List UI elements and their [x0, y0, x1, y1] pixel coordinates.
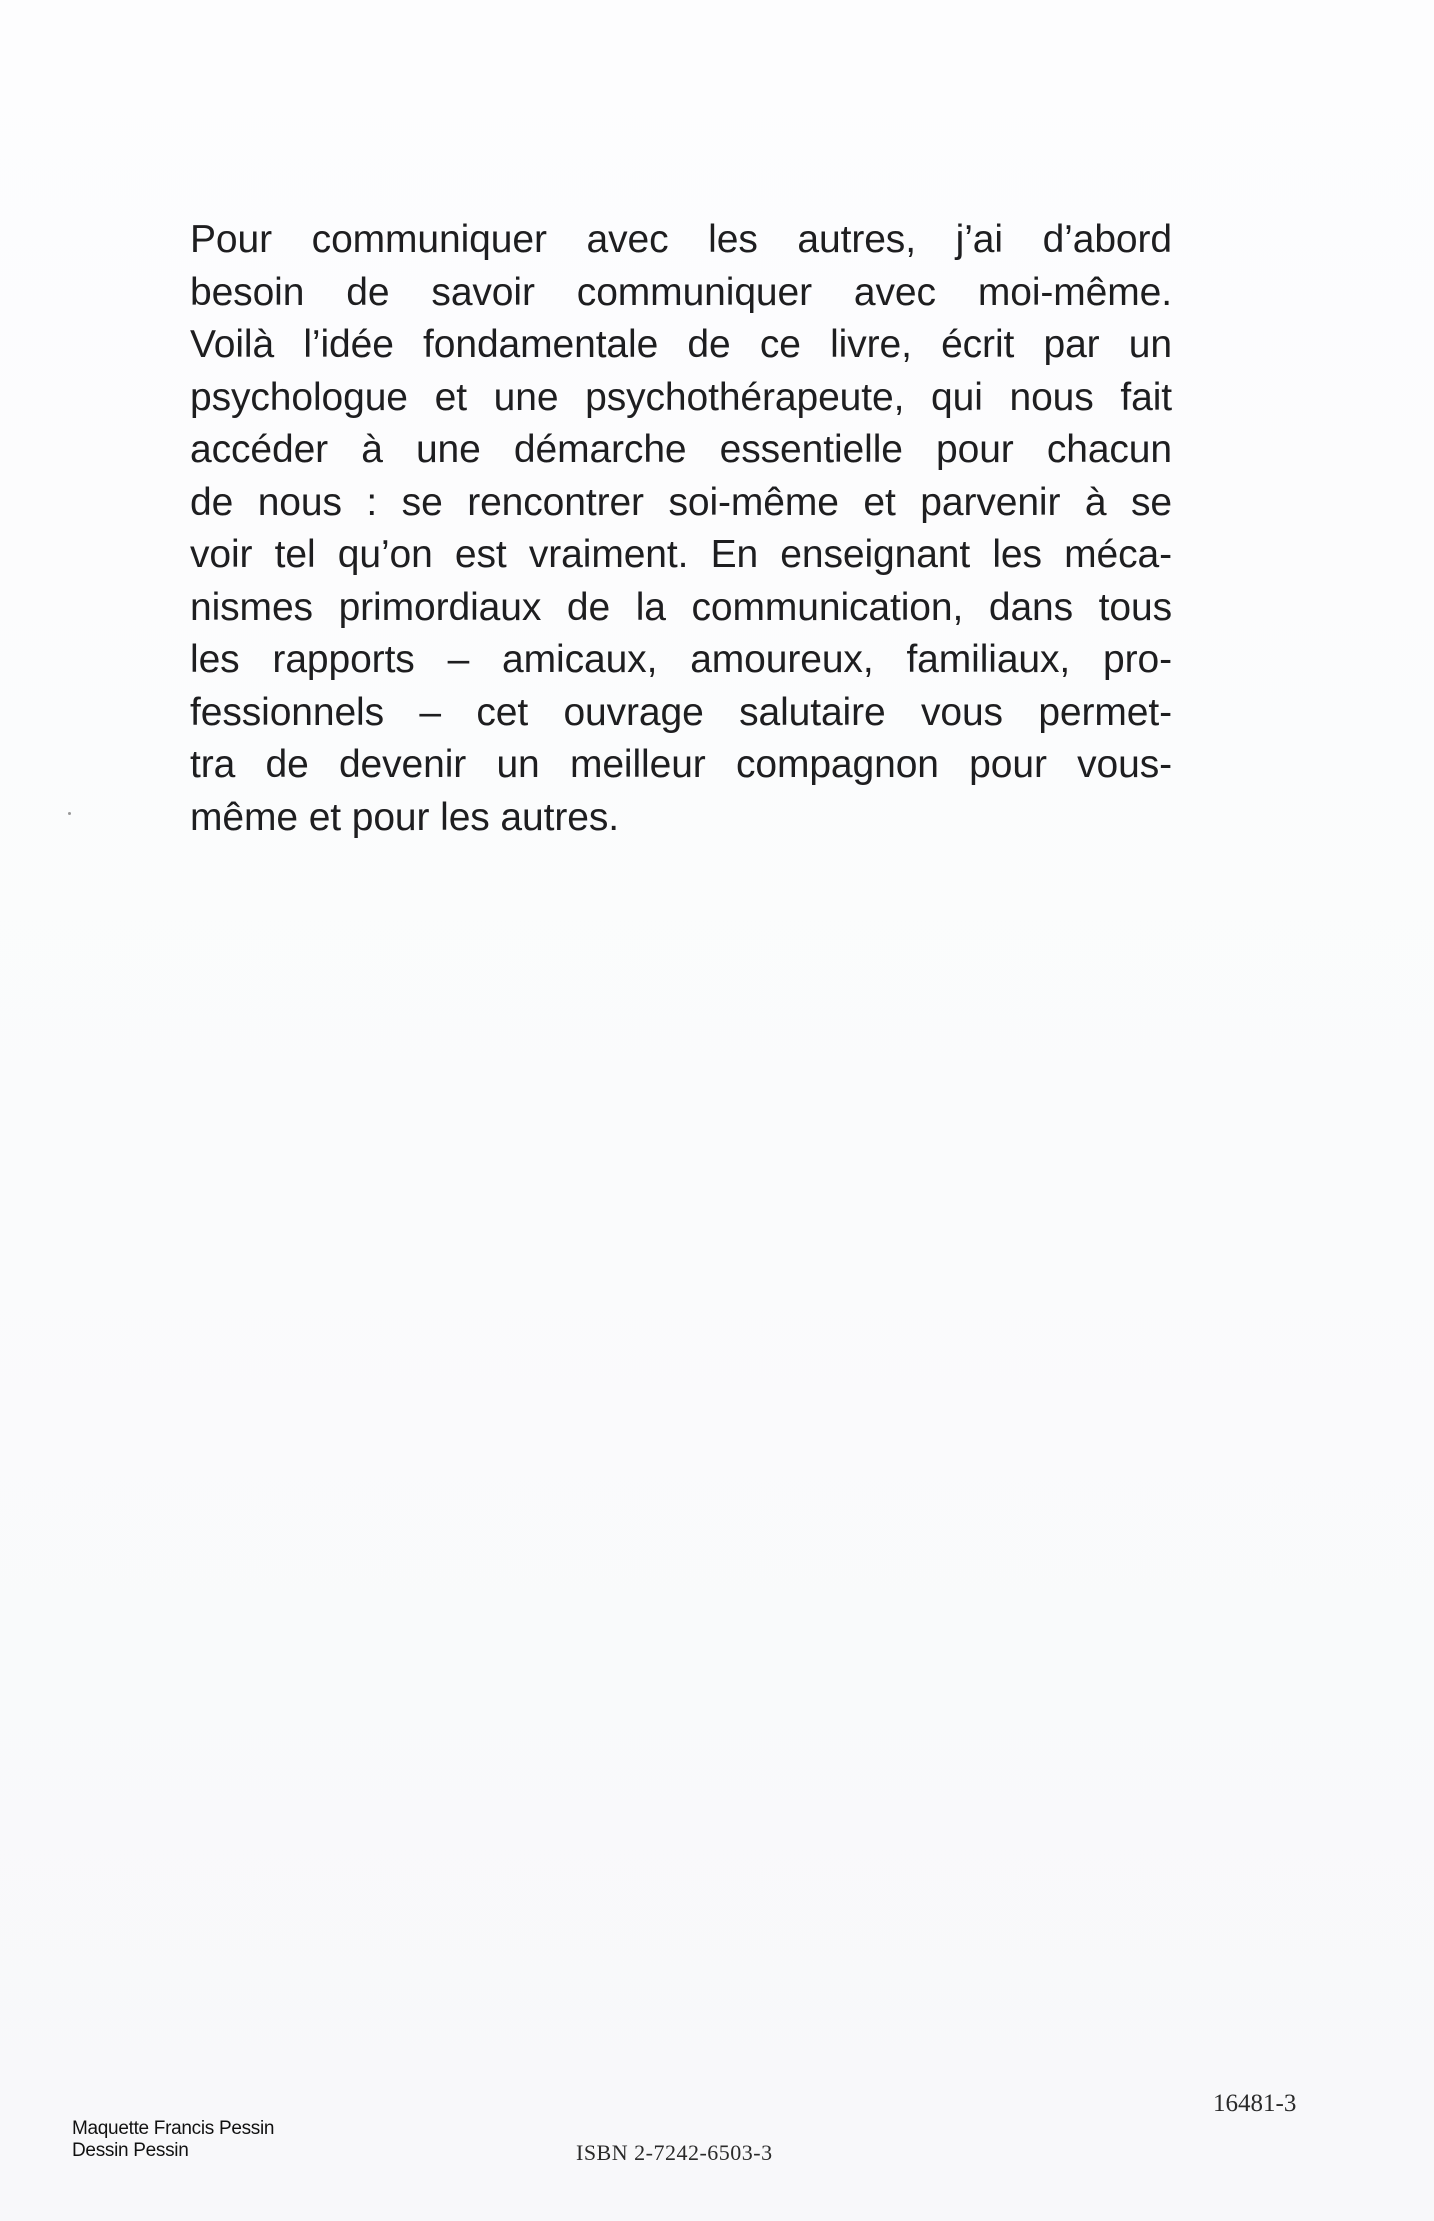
catalog-code: 16481-3 — [1213, 2090, 1297, 2117]
blurb-text — [190, 214, 1190, 844]
design-credits — [72, 2118, 274, 2162]
isbn-number: ISBN 2-7242-6503-3 — [576, 2140, 773, 2165]
blurb-line: psychologue et une psychothérapeute, qui nous fait — [190, 375, 1172, 419]
blurb-line: Pour communiquer avec les autres, j’ai d’abord — [190, 218, 1172, 261]
blurb-line: nismes primordiaux de la communication, dans tous — [190, 585, 1172, 629]
paper-speck — [68, 812, 71, 815]
credit-maquette: Maquette Francis Pessin — [72, 2118, 275, 2139]
blurb-line: tra de devenir un meilleur compagnon pour vous- — [190, 743, 1172, 786]
blurb-line: les rapports – amicaux, amoureux, familiaux, pro- — [190, 638, 1172, 681]
blurb-line: besoin de savoir communiquer avec moi-même. — [190, 270, 1172, 314]
blurb-line: voir tel qu’on est vraiment. En enseignant les méca- — [190, 533, 1172, 576]
blurb-line: de nous : se rencontrer soi-même et parvenir à se — [190, 480, 1172, 524]
blurb-line: fessionnels – cet ouvrage salutaire vous permet- — [190, 690, 1172, 734]
credit-dessin: Dessin Pessin — [72, 2140, 189, 2161]
blurb-line: accéder à une démarche essentielle pour chacun — [190, 428, 1172, 471]
blurb-line: Voilà l’idée fondamentale de ce livre, écrit par un — [190, 323, 1172, 366]
blurb-line: même et pour les autres. — [190, 795, 619, 839]
